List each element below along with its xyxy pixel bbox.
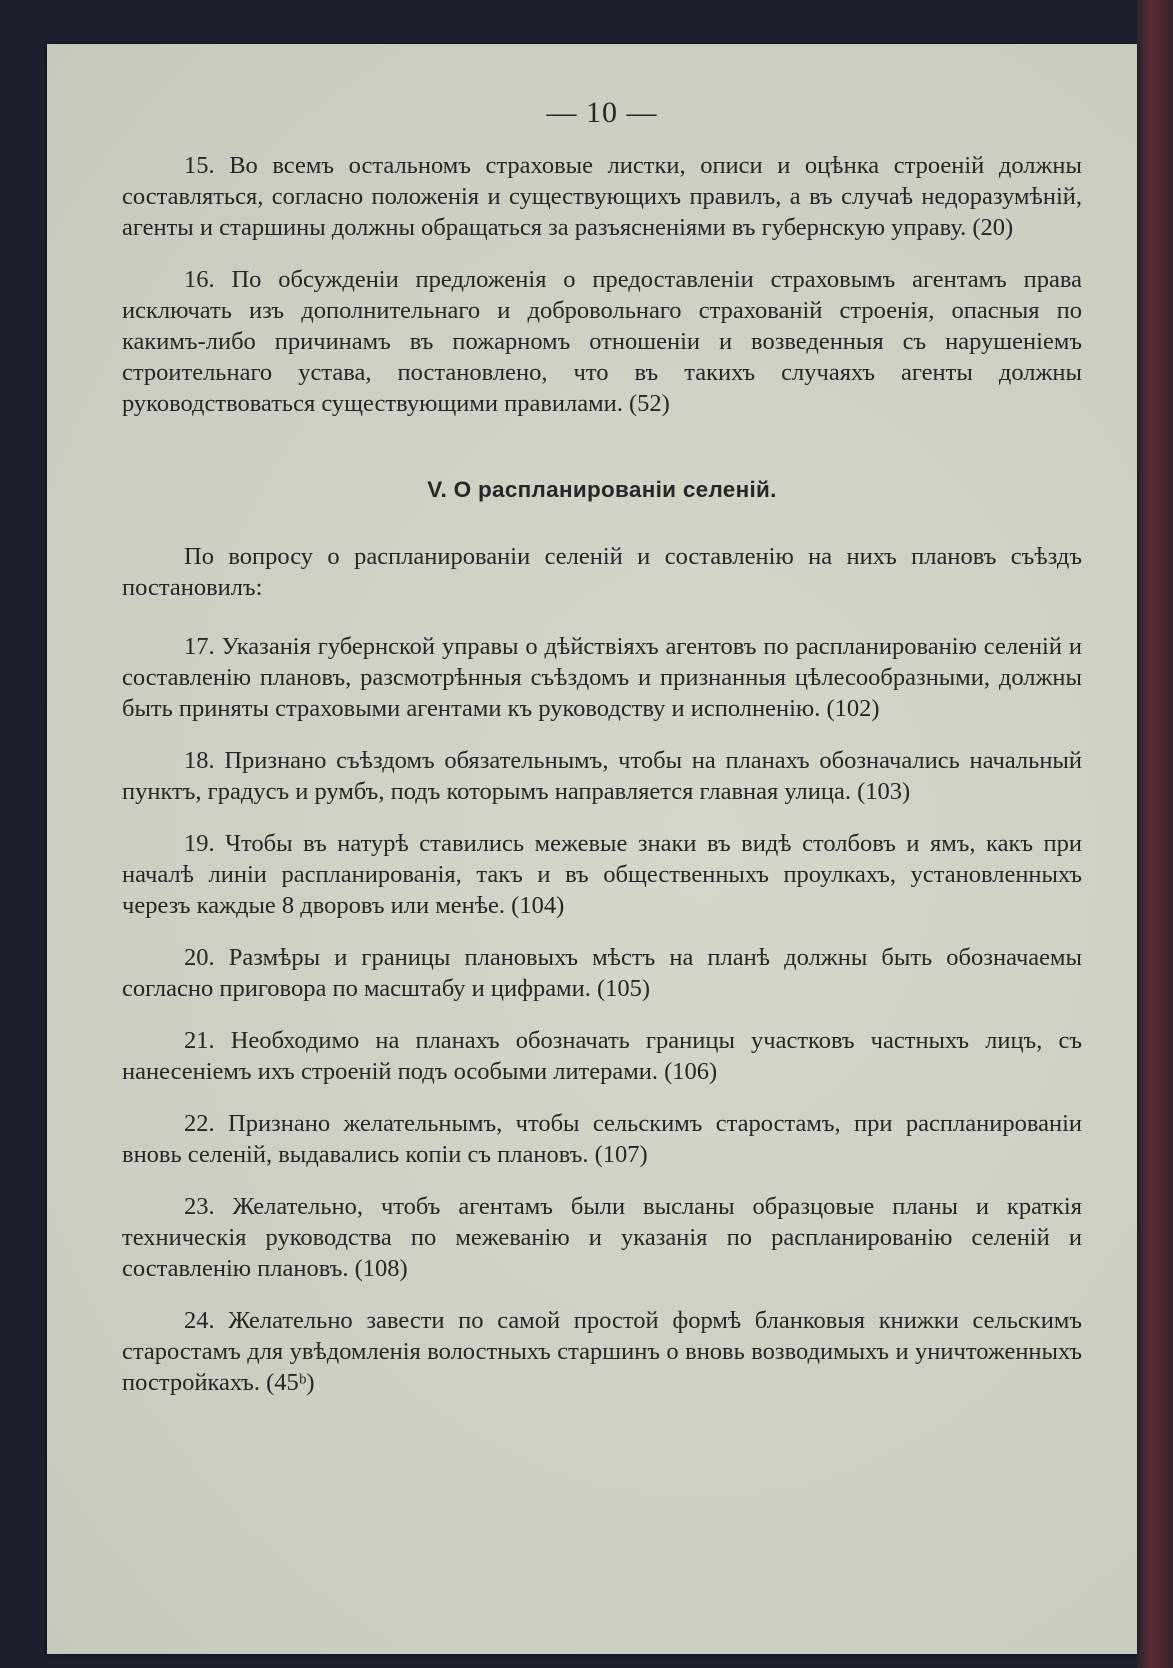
paragraph-17: 17. Указанія губернской управы о дѣйствіяхъ агентовъ по распланированію селеній и составленію плановъ, разсмотрѣнныя съѣздомъ и признанныя цѣлесообразными, должны быть приняты страховыми агентами къ руководству и исполненію. (102)	[122, 633, 1082, 722]
paragraph-16: 16. По обсужденіи предложенія о предоставленіи страховымъ агентамъ права исключать изъ дополнительнаго и добровольнаго страхованій строенія, опасныя по какимъ-либо причинамъ въ пожарномъ отношеніи и возведенныя съ нарушеніемъ строительнаго устава, постановлено, что въ такихъ случаяхъ агенты должны руководствоваться существующими правилами. (52)	[122, 266, 1082, 417]
page-number: — 10 —	[546, 96, 658, 129]
paragraph-20: 20. Размѣры и границы плановыхъ мѣстъ на планѣ должны быть обозначаемы согласно приговора по масштабу и цифрами. (105)	[122, 944, 1082, 1002]
paragraph-24: 24. Желательно завести по самой простой формѣ бланковыя книжки сельскимъ старостамъ для увѣдомленія волостныхъ старшинъ о вновь возводимыхъ и уничтоженныхъ постройкахъ. (45ᵇ)	[122, 1307, 1082, 1396]
section-intro: По вопросу о распланированіи селеній и составленію на нихъ плановъ съѣздъ постановилъ:	[122, 543, 1082, 601]
section-heading: V. О распланированіи селеній.	[427, 477, 777, 502]
paragraph-19: 19. Чтобы въ натурѣ ставились межевые знаки въ видѣ столбовъ и ямъ, какъ при началѣ линіи распланированія, такъ и въ общественныхъ проулкахъ, установленныхъ черезъ каждые 8 дворовъ или менѣе. (104)	[122, 830, 1082, 919]
paragraph-22: 22. Признано желательнымъ, чтобы сельскимъ старостамъ, при распланированіи вновь селеній, выдавались копіи съ плановъ. (107)	[122, 1110, 1082, 1168]
document-page	[47, 44, 1137, 1654]
paragraph-23: 23. Желательно, чтобъ агентамъ были высланы образцовые планы и краткія техническія руководства по межеванію и указанія по распланированію селеній и составленію плановъ. (108)	[122, 1193, 1082, 1282]
paragraph-18: 18. Признано съѣздомъ обязательнымъ, чтобы на планахъ обозначались начальный пунктъ, градусъ и румбъ, подъ которымъ направляется главная улица. (103)	[122, 747, 1082, 805]
paragraph-15: 15. Во всемъ остальномъ страховые листки, описи и оцѣнка строеній должны составляться, согласно положенія и существующихъ правилъ, а въ случаѣ недоразумѣній, агенты и старшины должны обращаться за разъясненіями въ губернскую управу. (20)	[122, 152, 1082, 241]
page-content	[122, 96, 1082, 1398]
paragraph-21: 21. Необходимо на планахъ обозначать границы участковъ частныхъ лицъ, съ нанесеніемъ ихъ строеній подъ особыми литерами. (106)	[122, 1027, 1082, 1085]
book-spine	[1137, 0, 1173, 1668]
